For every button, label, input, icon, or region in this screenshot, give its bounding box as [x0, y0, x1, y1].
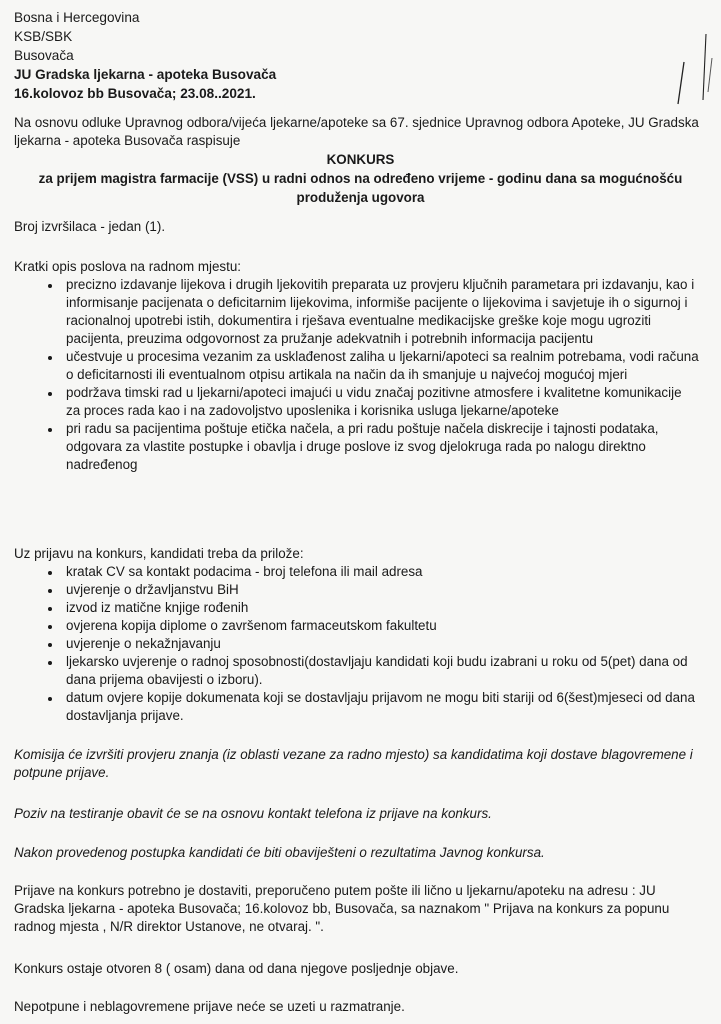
title-block	[0, 150, 721, 207]
document-subtitle: za prijem magistra farmacije (VSS) u radni odnos na određeno vrijeme - godinu dana sa mogućnošću produženja ugovora	[38, 171, 683, 205]
list-item: • uvjerenje o nekažnjavanju	[62, 635, 704, 653]
intro-paragraph: Na osnovu odluke Upravnog odbora/vijeća ljekarne/apoteke sa 67. sjednice Upravnog odbora Apoteke, JU Gradska ljekarna - apoteka Busovača raspisuje	[14, 115, 699, 148]
institution-name: JU Gradska ljekarna - apoteka Busovača	[14, 67, 277, 82]
tasks-list	[14, 276, 699, 474]
tasks-heading: Kratki opis poslova na radnom mjestu:	[14, 259, 242, 274]
list-item: • pri radu sa pacijentima poštuje etička načela, a pri radu poštuje načela diskrecije i tajnosti podataka, odgovara za vlastite postupke i obavlja i druge poslove iz svog djelokruga rada po nalogu direktno nadređenog	[62, 420, 699, 474]
country-line: Bosna i Hercegovina	[14, 10, 140, 25]
requirements-list	[14, 563, 704, 725]
tasks-section	[14, 258, 699, 474]
testing-paragraph: Poziv na testiranje obavit će se na osnovu kontakt telefona iz prijave na konkurs.	[14, 806, 492, 821]
requirements-section	[14, 545, 704, 725]
list-item: • uvjerenje o državljanstvu BiH	[62, 581, 704, 599]
list-item: • podržava timski rad u ljekarni/apoteci imajući u vidu značaj pozitivne atmosfere i kvalitetne komunikacije za proces rada kao i na zadovoljstvo uposlenika i korisnika usluga ljekarne/apoteke	[62, 384, 699, 420]
document-title: KONKURS	[326, 152, 395, 167]
list-item: • ljekarsko uvjerenje o radnoj sposobnosti(dostavljaju kandidati koji budu izabrani u roku od 5(pet) dana od dana prijema obavijesti o izboru).	[62, 653, 704, 689]
list-item: • učestvuje u procesima vezanim za usklađenost zaliha u ljekarni/apoteci sa realnim potrebama, vodi računa o deficitarnosti ili eventualnom otpisu artikala na način da ih smanjuje u najvećoj mogućoj mjeri	[62, 348, 699, 384]
submission-paragraph: Prijave na konkurs potrebno je dostaviti, preporučeno putem pošte ili lično u ljekarnu/apoteku na adresu : JU Gradska ljekarna - apoteka Busovača; 16.kolovoz bb, Busovača, sa naznakom " Prijava na konkurs za popunu radnog mjesta , N/R direktor Ustanove, ne otvaraj. ".	[14, 883, 670, 934]
canton-line: KSB/SBK	[14, 29, 73, 44]
municipality-line: Busovača	[14, 48, 74, 63]
workers-count: Broj izvršilaca - jedan (1).	[14, 219, 166, 234]
incomplete-paragraph: Nepotpune i neblagovremene prijave neće se uzeti u razmatranje.	[14, 999, 405, 1014]
list-item: • precizno izdavanje lijekova i drugih ljekovitih preparata uz provjeru ključnih parametara pri izdavanju, kao i informisanje pacijenata o deficitarnim lijekovima, informiše pacijente o lijekovima i savjetuje ih o sigurnoj i racionalnoj upotrebi istih, dokumentira i rješava eventualne medikacijske greške koje mogu ugroziti pacijenta, preuzima odgovornost za pružanje adekvatnih i potrebnih informacija pacijentu	[62, 276, 699, 348]
letterhead	[14, 8, 276, 103]
address-date-line: 16.kolovoz bb Busovača; 23.08..2021.	[14, 86, 256, 101]
list-item: • kratak CV sa kontakt podacima - broj telefona ili mail adresa	[62, 563, 704, 581]
commission-paragraph: Komisija će izvršiti provjeru znanja (iz oblasti vezane za radno mjesto) sa kandidatima koji dostave blagovremene i potpune prijave.	[14, 747, 693, 780]
requirements-heading: Uz prijavu na konkurs, kandidati treba da prilože:	[14, 546, 304, 561]
list-item: • izvod iz matične knjige rođenih	[62, 599, 704, 617]
list-item: • ovjerena kopija diplome o završenom farmaceutskom fakultetu	[62, 617, 704, 635]
results-paragraph: Nakon provedenog postupka kandidati će biti obaviješteni o rezultatima Javnog konkursa.	[14, 845, 545, 860]
list-item: • datum ovjere kopije dokumenata koji se dostavljaju prijavom ne mogu biti stariji od 6(šest)mjeseci od dana dostavljanja prijave.	[62, 689, 704, 725]
open-period-paragraph: Konkurs ostaje otvoren 8 ( osam) dana od dana njegove posljednje objave.	[14, 961, 459, 976]
